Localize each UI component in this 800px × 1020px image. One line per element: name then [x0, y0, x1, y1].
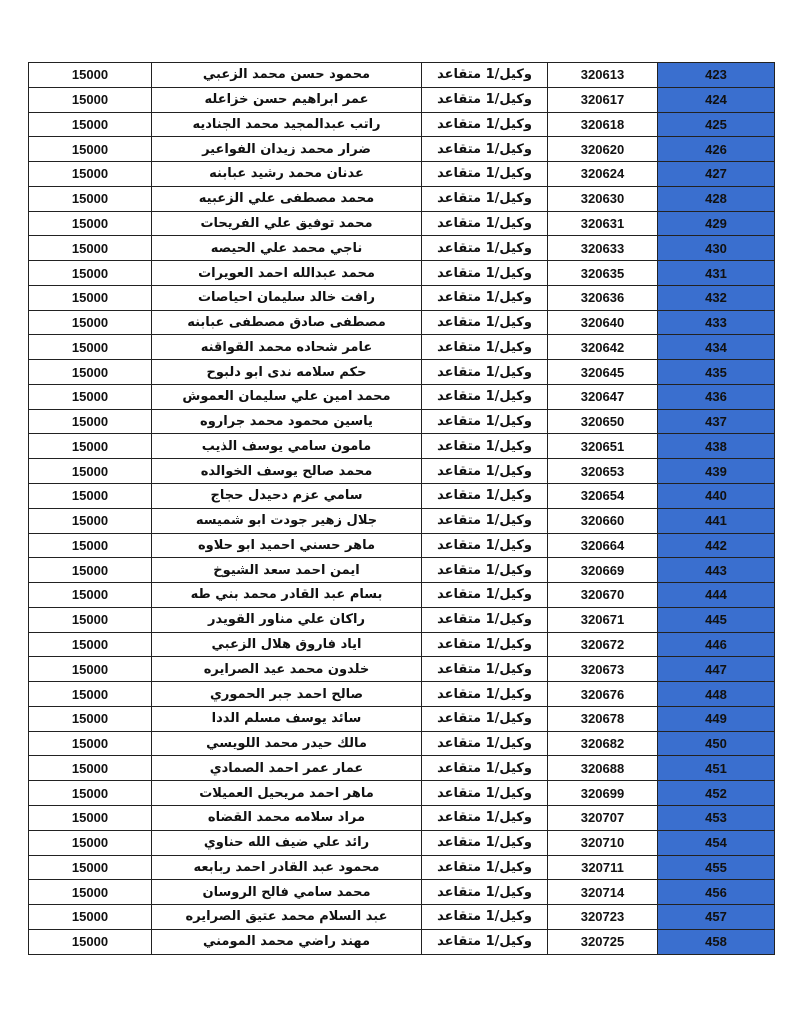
rank-cell: وكيل/1 متقاعد — [422, 929, 548, 954]
rank-cell: وكيل/1 متقاعد — [422, 682, 548, 707]
name-cell: ياسين محمود محمد جراروه — [152, 409, 422, 434]
rank-cell: وكيل/1 متقاعد — [422, 285, 548, 310]
name-cell: حكم سلامه ندى ابو دلبوح — [152, 360, 422, 385]
name-cell: بسام عبد القادر محمد بني طه — [152, 583, 422, 608]
table-row — [29, 87, 775, 112]
name-cell: ضرار محمد زيدان الفواعير — [152, 137, 422, 162]
name-cell: مصطفى صادق مصطفى عبابنه — [152, 310, 422, 335]
table-row — [29, 657, 775, 682]
serial-number-cell: 423 — [658, 63, 775, 88]
amount-cell: 15000 — [29, 607, 152, 632]
table-row — [29, 533, 775, 558]
military-id-cell: 320664 — [548, 533, 658, 558]
military-id-cell: 320714 — [548, 880, 658, 905]
name-cell: محمود عبد القادر احمد ربابعه — [152, 855, 422, 880]
table-row — [29, 583, 775, 608]
table-row — [29, 607, 775, 632]
name-cell: ايمن احمد سعد الشيوخ — [152, 558, 422, 583]
serial-number-cell: 424 — [658, 87, 775, 112]
rank-cell: وكيل/1 متقاعد — [422, 434, 548, 459]
amount-cell: 15000 — [29, 533, 152, 558]
table-row — [29, 929, 775, 954]
table-row — [29, 558, 775, 583]
amount-cell: 15000 — [29, 781, 152, 806]
rank-cell: وكيل/1 متقاعد — [422, 880, 548, 905]
military-id-cell: 320620 — [548, 137, 658, 162]
military-id-cell: 320723 — [548, 905, 658, 930]
serial-number-cell: 456 — [658, 880, 775, 905]
amount-cell: 15000 — [29, 805, 152, 830]
amount-cell: 15000 — [29, 112, 152, 137]
table-row — [29, 211, 775, 236]
military-id-cell: 320688 — [548, 756, 658, 781]
table-row — [29, 285, 775, 310]
name-cell: مهند راضي محمد المومني — [152, 929, 422, 954]
table-row — [29, 162, 775, 187]
serial-number-cell: 440 — [658, 484, 775, 509]
table-row — [29, 384, 775, 409]
rank-cell: وكيل/1 متقاعد — [422, 706, 548, 731]
military-id-cell: 320647 — [548, 384, 658, 409]
amount-cell: 15000 — [29, 459, 152, 484]
amount-cell: 15000 — [29, 186, 152, 211]
name-cell: محمد توفيق علي الفريحات — [152, 211, 422, 236]
table-row — [29, 756, 775, 781]
name-cell: عامر شحاده محمد القواقنه — [152, 335, 422, 360]
name-cell: مراد سلامه محمد القضاه — [152, 805, 422, 830]
table-row — [29, 830, 775, 855]
name-cell: مامون سامي يوسف الذيب — [152, 434, 422, 459]
military-id-cell: 320633 — [548, 236, 658, 261]
amount-cell: 15000 — [29, 756, 152, 781]
name-cell: راكان علي مناور القويدر — [152, 607, 422, 632]
rank-cell: وكيل/1 متقاعد — [422, 533, 548, 558]
serial-number-cell: 452 — [658, 781, 775, 806]
serial-number-cell: 437 — [658, 409, 775, 434]
name-cell: سائد يوسف مسلم الددا — [152, 706, 422, 731]
military-id-cell: 320653 — [548, 459, 658, 484]
amount-cell: 15000 — [29, 434, 152, 459]
table-row — [29, 731, 775, 756]
rank-cell: وكيل/1 متقاعد — [422, 261, 548, 286]
military-id-cell: 320676 — [548, 682, 658, 707]
name-cell: محمد سامي فالح الروسان — [152, 880, 422, 905]
military-id-cell: 320682 — [548, 731, 658, 756]
name-cell: عدنان محمد رشيد عبابنه — [152, 162, 422, 187]
serial-number-cell: 431 — [658, 261, 775, 286]
military-id-cell: 320617 — [548, 87, 658, 112]
name-cell: محمد صالح يوسف الخوالده — [152, 459, 422, 484]
rank-cell: وكيل/1 متقاعد — [422, 87, 548, 112]
table-row — [29, 236, 775, 261]
amount-cell: 15000 — [29, 137, 152, 162]
amount-cell: 15000 — [29, 830, 152, 855]
amount-cell: 15000 — [29, 929, 152, 954]
amount-cell: 15000 — [29, 484, 152, 509]
amount-cell: 15000 — [29, 310, 152, 335]
rank-cell: وكيل/1 متقاعد — [422, 805, 548, 830]
table-row — [29, 805, 775, 830]
military-id-cell: 320660 — [548, 508, 658, 533]
military-id-cell: 320669 — [548, 558, 658, 583]
amount-cell: 15000 — [29, 855, 152, 880]
amount-cell: 15000 — [29, 558, 152, 583]
amount-cell: 15000 — [29, 384, 152, 409]
military-id-cell: 320640 — [548, 310, 658, 335]
amount-cell: 15000 — [29, 731, 152, 756]
amount-cell: 15000 — [29, 63, 152, 88]
rank-cell: وكيل/1 متقاعد — [422, 905, 548, 930]
table-row — [29, 459, 775, 484]
military-id-cell: 320672 — [548, 632, 658, 657]
rank-cell: وكيل/1 متقاعد — [422, 409, 548, 434]
serial-number-cell: 426 — [658, 137, 775, 162]
serial-number-cell: 439 — [658, 459, 775, 484]
amount-cell: 15000 — [29, 285, 152, 310]
serial-number-cell: 449 — [658, 706, 775, 731]
name-cell: سامي عزم دحيدل حجاج — [152, 484, 422, 509]
serial-number-cell: 454 — [658, 830, 775, 855]
name-cell: محمد مصطفى علي الزعبيه — [152, 186, 422, 211]
serial-number-cell: 435 — [658, 360, 775, 385]
serial-number-cell: 441 — [658, 508, 775, 533]
serial-number-cell: 434 — [658, 335, 775, 360]
rank-cell: وكيل/1 متقاعد — [422, 211, 548, 236]
military-id-cell: 320710 — [548, 830, 658, 855]
serial-number-cell: 433 — [658, 310, 775, 335]
military-id-cell: 320651 — [548, 434, 658, 459]
amount-cell: 15000 — [29, 583, 152, 608]
table-row — [29, 112, 775, 137]
amount-cell: 15000 — [29, 360, 152, 385]
military-id-cell: 320650 — [548, 409, 658, 434]
rank-cell: وكيل/1 متقاعد — [422, 632, 548, 657]
amount-cell: 15000 — [29, 87, 152, 112]
name-cell: مالك حيدر محمد اللويسي — [152, 731, 422, 756]
serial-number-cell: 444 — [658, 583, 775, 608]
military-id-cell: 320645 — [548, 360, 658, 385]
military-id-cell: 320630 — [548, 186, 658, 211]
name-cell: ناجي محمد علي الحيصه — [152, 236, 422, 261]
rank-cell: وكيل/1 متقاعد — [422, 607, 548, 632]
serial-number-cell: 455 — [658, 855, 775, 880]
name-cell: جلال زهير جودت ابو شميسه — [152, 508, 422, 533]
table-row — [29, 855, 775, 880]
military-id-cell: 320613 — [548, 63, 658, 88]
amount-cell: 15000 — [29, 905, 152, 930]
name-cell: عمار عمر احمد الصمادي — [152, 756, 422, 781]
amount-cell: 15000 — [29, 508, 152, 533]
table-body — [29, 63, 775, 955]
rank-cell: وكيل/1 متقاعد — [422, 310, 548, 335]
rank-cell: وكيل/1 متقاعد — [422, 508, 548, 533]
rank-cell: وكيل/1 متقاعد — [422, 384, 548, 409]
serial-number-cell: 445 — [658, 607, 775, 632]
serial-number-cell: 448 — [658, 682, 775, 707]
rank-cell: وكيل/1 متقاعد — [422, 162, 548, 187]
serial-number-cell: 425 — [658, 112, 775, 137]
amount-cell: 15000 — [29, 261, 152, 286]
military-id-cell: 320631 — [548, 211, 658, 236]
military-id-cell: 320635 — [548, 261, 658, 286]
serial-number-cell: 446 — [658, 632, 775, 657]
amount-cell: 15000 — [29, 682, 152, 707]
rank-cell: وكيل/1 متقاعد — [422, 731, 548, 756]
name-cell: ماهر احمد مريحيل العميلات — [152, 781, 422, 806]
serial-number-cell: 442 — [658, 533, 775, 558]
serial-number-cell: 432 — [658, 285, 775, 310]
table-row — [29, 186, 775, 211]
name-cell: عبد السلام محمد عتيق الصرايره — [152, 905, 422, 930]
table-row — [29, 508, 775, 533]
serial-number-cell: 447 — [658, 657, 775, 682]
serial-number-cell: 457 — [658, 905, 775, 930]
amount-cell: 15000 — [29, 706, 152, 731]
table-row — [29, 484, 775, 509]
serial-number-cell: 428 — [658, 186, 775, 211]
amount-cell: 15000 — [29, 335, 152, 360]
rank-cell: وكيل/1 متقاعد — [422, 855, 548, 880]
military-id-cell: 320725 — [548, 929, 658, 954]
rank-cell: وكيل/1 متقاعد — [422, 756, 548, 781]
serial-number-cell: 430 — [658, 236, 775, 261]
name-cell: ماهر حسني احميد ابو حلاوه — [152, 533, 422, 558]
name-cell: عمر ابراهيم حسن خزاعله — [152, 87, 422, 112]
rank-cell: وكيل/1 متقاعد — [422, 236, 548, 261]
amount-cell: 15000 — [29, 162, 152, 187]
table-row — [29, 261, 775, 286]
military-id-cell: 320699 — [548, 781, 658, 806]
rank-cell: وكيل/1 متقاعد — [422, 830, 548, 855]
table-row — [29, 434, 775, 459]
table-row — [29, 63, 775, 88]
rank-cell: وكيل/1 متقاعد — [422, 63, 548, 88]
amount-cell: 15000 — [29, 211, 152, 236]
rank-cell: وكيل/1 متقاعد — [422, 112, 548, 137]
military-id-cell: 320624 — [548, 162, 658, 187]
table-row — [29, 880, 775, 905]
name-cell: اياد فاروق هلال الزعبي — [152, 632, 422, 657]
amount-cell: 15000 — [29, 236, 152, 261]
military-id-cell: 320671 — [548, 607, 658, 632]
name-cell: محمد امين علي سليمان العموش — [152, 384, 422, 409]
military-id-cell: 320707 — [548, 805, 658, 830]
serial-number-cell: 453 — [658, 805, 775, 830]
military-id-cell: 320711 — [548, 855, 658, 880]
rank-cell: وكيل/1 متقاعد — [422, 781, 548, 806]
name-cell: محمود حسن محمد الزعبي — [152, 63, 422, 88]
name-cell: صالح احمد جبر الحموري — [152, 682, 422, 707]
table-row — [29, 335, 775, 360]
amount-cell: 15000 — [29, 657, 152, 682]
amount-cell: 15000 — [29, 880, 152, 905]
rank-cell: وكيل/1 متقاعد — [422, 657, 548, 682]
military-id-cell: 320642 — [548, 335, 658, 360]
table-row — [29, 781, 775, 806]
rank-cell: وكيل/1 متقاعد — [422, 459, 548, 484]
table-row — [29, 632, 775, 657]
military-id-cell: 320654 — [548, 484, 658, 509]
table-row — [29, 360, 775, 385]
serial-number-cell: 438 — [658, 434, 775, 459]
rank-cell: وكيل/1 متقاعد — [422, 137, 548, 162]
military-id-cell: 320673 — [548, 657, 658, 682]
name-cell: راتب عبدالمجيد محمد الجناديه — [152, 112, 422, 137]
military-id-cell: 320678 — [548, 706, 658, 731]
table-row — [29, 137, 775, 162]
serial-number-cell: 443 — [658, 558, 775, 583]
military-id-cell: 320670 — [548, 583, 658, 608]
serial-number-cell: 427 — [658, 162, 775, 187]
name-cell: رائد علي ضيف الله حناوي — [152, 830, 422, 855]
amount-cell: 15000 — [29, 632, 152, 657]
rank-cell: وكيل/1 متقاعد — [422, 484, 548, 509]
table-row — [29, 706, 775, 731]
military-id-cell: 320636 — [548, 285, 658, 310]
rank-cell: وكيل/1 متقاعد — [422, 186, 548, 211]
rank-cell: وكيل/1 متقاعد — [422, 360, 548, 385]
name-cell: خلدون محمد عيد الصرايره — [152, 657, 422, 682]
rank-cell: وكيل/1 متقاعد — [422, 558, 548, 583]
rank-cell: وكيل/1 متقاعد — [422, 335, 548, 360]
name-cell: محمد عبدالله احمد العويرات — [152, 261, 422, 286]
amount-cell: 15000 — [29, 409, 152, 434]
table-row — [29, 310, 775, 335]
name-cell: رافت خالد سليمان احياصات — [152, 285, 422, 310]
serial-number-cell: 436 — [658, 384, 775, 409]
table-row — [29, 409, 775, 434]
military-id-cell: 320618 — [548, 112, 658, 137]
serial-number-cell: 429 — [658, 211, 775, 236]
rank-cell: وكيل/1 متقاعد — [422, 583, 548, 608]
serial-number-cell: 450 — [658, 731, 775, 756]
table-row — [29, 682, 775, 707]
table-row — [29, 905, 775, 930]
retirees-table — [28, 62, 775, 955]
serial-number-cell: 451 — [658, 756, 775, 781]
serial-number-cell: 458 — [658, 929, 775, 954]
